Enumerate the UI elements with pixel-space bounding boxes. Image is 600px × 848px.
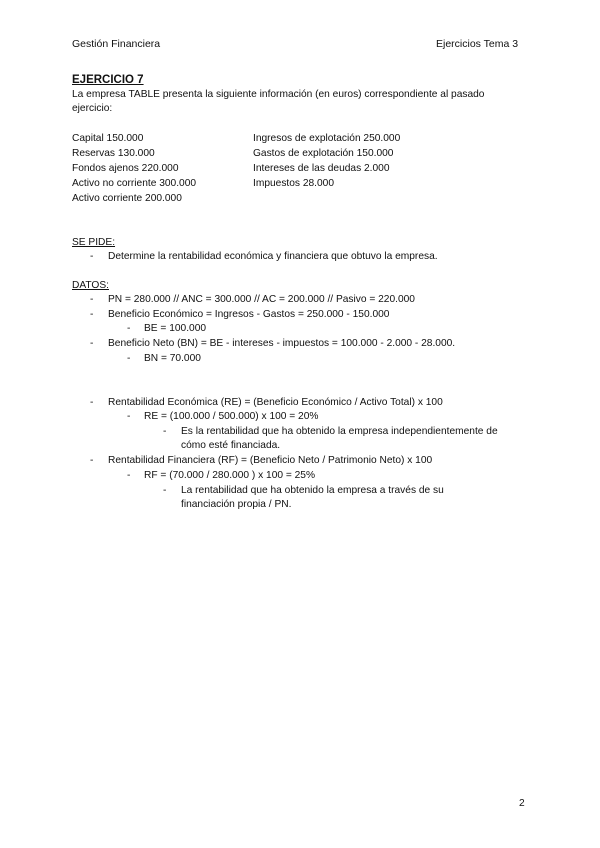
re-calc: RE = (100.000 / 500.000) x 100 = 20% (144, 411, 319, 422)
datos-line-1: PN = 280.000 // ANC = 300.000 // AC = 200.000 // Pasivo = 220.000 (108, 294, 415, 305)
bullet-dash: - (90, 251, 94, 262)
bullet-dash: - (90, 338, 94, 349)
se-pide-item: Determine la rentabilidad económica y financiera que obtuvo la empresa. (108, 251, 438, 262)
rf-formula: Rentabilidad Financiera (RF) = (Beneficio Neto / Patrimonio Neto) x 100 (108, 455, 433, 466)
rf-calc: RF = (70.000 / 280.000 ) x 100 = 25% (144, 470, 316, 481)
intro-line-1: La empresa TABLE presenta la siguiente información (en euros) correspondiente al pasado (72, 89, 485, 100)
right-item: Gastos de explotación 150.000 (253, 148, 394, 159)
rf-note-2: financiación propia / PN. (181, 499, 292, 510)
exercise-title: EJERCICIO 7 (72, 74, 144, 86)
right-item: Impuestos 28.000 (253, 178, 334, 189)
se-pide-heading: SE PIDE: (72, 237, 116, 248)
page-number: 2 (519, 798, 525, 809)
re-formula: Rentabilidad Económica (RE) = (Beneficio Económico / Activo Total) x 100 (108, 397, 443, 408)
left-item: Capital 150.000 (72, 133, 144, 144)
bullet-dash: - (127, 411, 131, 422)
left-item: Activo no corriente 300.000 (72, 178, 197, 189)
bullet-dash: - (127, 323, 131, 334)
header-right: Ejercicios Tema 3 (436, 38, 519, 50)
datos-heading: DATOS: (72, 280, 109, 291)
intro-line-2: ejercicio: (72, 103, 113, 114)
bullet-dash: - (90, 397, 94, 408)
datos-line-2-sub: BE = 100.000 (144, 323, 207, 334)
header-left: Gestión Financiera (72, 38, 161, 50)
right-item: Ingresos de explotación 250.000 (253, 133, 401, 144)
datos-line-2: Beneficio Económico = Ingresos - Gastos = 250.000 - 150.000 (108, 309, 390, 320)
bullet-dash: - (127, 470, 131, 481)
bullet-dash: - (163, 485, 167, 496)
re-note-1: Es la rentabilidad que ha obtenido la empresa independientemente de (181, 426, 498, 437)
re-note-2: cómo esté financiada. (181, 440, 281, 451)
datos-line-3-sub: BN = 70.000 (144, 353, 201, 364)
right-item: Intereses de las deudas 2.000 (253, 163, 390, 174)
left-item: Activo corriente 200.000 (72, 193, 182, 204)
rf-note-1: La rentabilidad que ha obtenido la empresa a través de su (181, 485, 444, 496)
bullet-dash: - (90, 455, 94, 466)
bullet-dash: - (127, 353, 131, 364)
datos-line-3: Beneficio Neto (BN) = BE - intereses - impuestos = 100.000 - 2.000 - 28.000. (108, 338, 456, 349)
left-item: Fondos ajenos 220.000 (72, 163, 179, 174)
bullet-dash: - (163, 426, 167, 437)
bullet-dash: - (90, 294, 94, 305)
left-item: Reservas 130.000 (72, 148, 155, 159)
bullet-dash: - (90, 309, 94, 320)
